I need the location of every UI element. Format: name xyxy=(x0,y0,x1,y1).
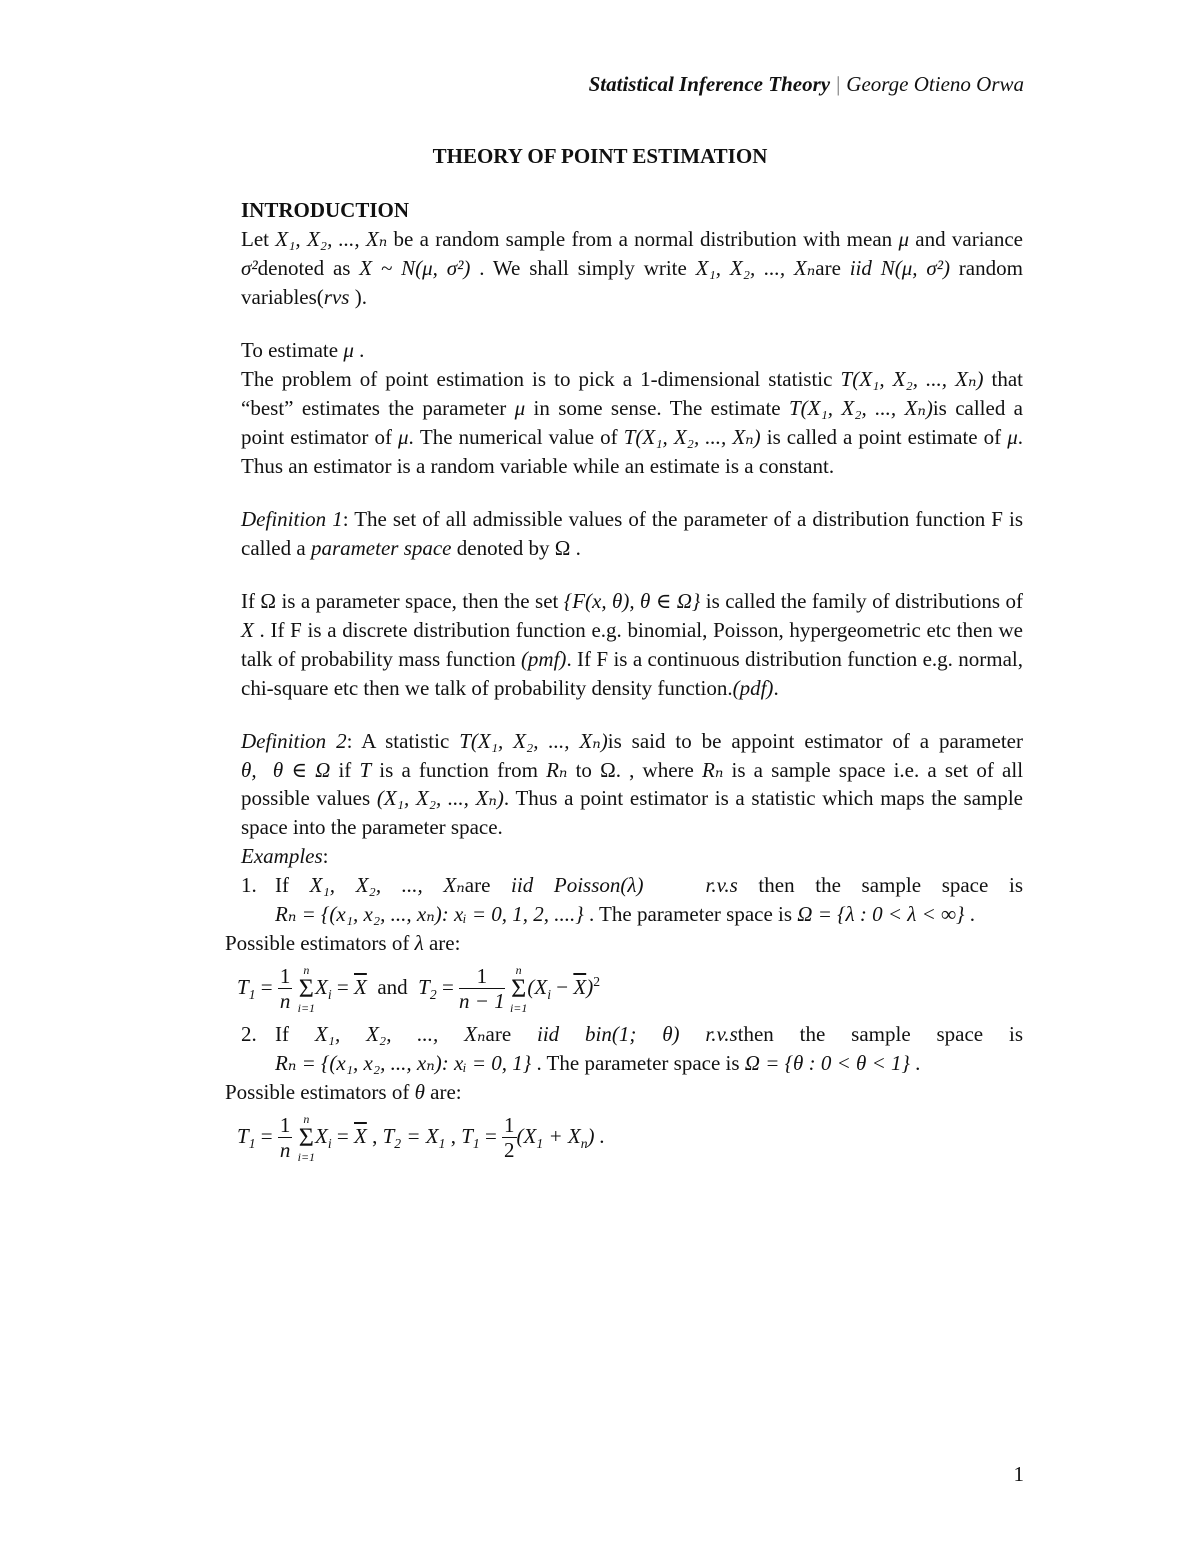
text: in some sense. The estimate xyxy=(525,395,789,420)
text: : The set of all admissible values of the parameter of a distribution function F is called a xyxy=(241,506,1023,560)
fraction-denominator: n xyxy=(279,988,291,1013)
text: If xyxy=(275,1022,315,1047)
math: T(X₁, X₂, ..., Xₙ) xyxy=(788,395,933,420)
summation-sign: n Σ i=1 xyxy=(297,963,316,1016)
formula-subscript: 2 xyxy=(394,1136,402,1152)
page-number: 1 xyxy=(1013,1462,1024,1486)
formula-subscript: i xyxy=(327,987,332,1003)
math: T(X₁, X₂, ..., Xₙ) xyxy=(623,424,761,449)
possible-estimators-2 xyxy=(225,1078,1023,1107)
math: X xyxy=(241,617,254,642)
formula-symbol: (X xyxy=(516,1124,537,1148)
example-1-text xyxy=(275,871,1023,929)
fraction-numerator: 1 xyxy=(504,1112,515,1137)
math: (X₁, X₂, ..., Xₙ) xyxy=(376,786,504,811)
formula-subscript: i xyxy=(327,1136,332,1152)
math: μ xyxy=(1007,424,1018,449)
formula-subscript: 1 xyxy=(248,987,256,1003)
fraction xyxy=(502,1114,517,1163)
text: If xyxy=(241,588,261,613)
fraction-numerator: 1 xyxy=(279,1112,291,1137)
summation-sign: n Σ i=1 xyxy=(509,963,528,1016)
text: . We shall simply write xyxy=(470,255,696,280)
sum-upper-limit: n xyxy=(303,1112,310,1127)
sum-upper-limit: n xyxy=(515,963,522,978)
text: are xyxy=(485,1022,537,1047)
text: are xyxy=(815,255,850,280)
fraction-numerator: 1 xyxy=(279,963,291,988)
formula-subscript: 1 xyxy=(472,1136,480,1152)
math: θ, xyxy=(241,757,257,782)
text: . xyxy=(570,535,581,560)
math: iid bin(1; θ) r.v.s xyxy=(537,1022,738,1047)
math: iid Poisson(λ) xyxy=(511,873,644,898)
text: The problem of point estimation is to pick a 1-dimensional statistic xyxy=(241,366,841,391)
formula-symbol: X xyxy=(315,975,328,1000)
math: Ω = {λ : 0 < λ < ∞} xyxy=(797,902,965,927)
formula-superscript: 2 xyxy=(593,974,601,990)
math: X₁, X₂, ..., Xₙ xyxy=(695,255,816,280)
spacer xyxy=(241,563,1023,587)
math: X₁, X₂, ..., Xₙ xyxy=(309,873,465,898)
example-2 xyxy=(241,1020,1023,1078)
definition-label: Definition 1 xyxy=(241,506,343,531)
page-header xyxy=(589,70,1024,99)
example-2-text xyxy=(275,1020,1023,1078)
fraction-numerator: 1 xyxy=(459,965,505,989)
sample-mean-symbol: $\overline{X}$ xyxy=(573,975,587,1000)
text: is called a point estimator of xyxy=(241,395,1024,449)
intro-paragraph-1 xyxy=(241,225,1023,312)
text: is said to be appoint estimator of a parameter xyxy=(607,728,1023,753)
text: : A statistic xyxy=(346,728,460,753)
text: . , where xyxy=(615,757,702,782)
text: . xyxy=(964,902,975,927)
formula-operator: = xyxy=(336,1124,349,1148)
formula-symbol: ) xyxy=(586,975,594,1000)
text: and variance xyxy=(909,226,1024,251)
text: If xyxy=(275,873,310,898)
text: To estimate xyxy=(241,337,344,362)
text: Possible estimators of xyxy=(225,931,415,956)
formula-symbol: T xyxy=(237,975,249,1000)
intro-paragraph-2 xyxy=(241,336,1023,365)
math: X₁, X₂, ..., Xₙ xyxy=(314,1022,486,1047)
text: then the sample space is xyxy=(737,873,1023,898)
sample-mean-symbol: $\overline{X}$ xyxy=(354,1124,367,1148)
text: is a parameter space, then the set xyxy=(276,588,564,613)
math: μ xyxy=(398,424,409,449)
formula-symbol: T xyxy=(461,1124,473,1148)
formula-subscript: 2 xyxy=(429,987,437,1003)
text: if xyxy=(330,757,360,782)
formula-symbol: ) . xyxy=(587,1124,606,1148)
math: θ xyxy=(414,1080,425,1105)
text: . The parameter space is xyxy=(531,1051,745,1076)
text: : xyxy=(322,844,329,869)
math: Rₙ xyxy=(546,757,568,782)
text: and xyxy=(377,975,408,1000)
math: μ xyxy=(514,395,526,420)
example-number: 2. xyxy=(241,1022,257,1047)
math: r.v.s xyxy=(705,873,738,898)
formula-symbol: + X xyxy=(543,1124,581,1148)
math: X₁, X₂, ..., Xₙ xyxy=(275,226,388,251)
formula-symbol: = X xyxy=(401,1124,439,1148)
math: Ω xyxy=(554,535,571,560)
definition-2 xyxy=(241,727,1023,843)
formula-symbol: T xyxy=(418,975,430,1000)
math: X ~ N(μ, σ²) xyxy=(359,255,471,280)
math: θ ∈ Ω xyxy=(272,757,331,782)
example-1 xyxy=(241,871,1023,929)
family-paragraph xyxy=(241,587,1023,703)
text: to xyxy=(567,757,601,782)
text: is called a point estimate of xyxy=(760,424,1008,449)
math: σ² xyxy=(241,255,258,280)
text: that “best” estimates the parameter xyxy=(241,366,1023,420)
formula-symbol: (X xyxy=(527,975,548,1000)
math: rvs xyxy=(323,284,350,309)
examples-label xyxy=(241,842,1023,871)
math: Ω xyxy=(600,757,616,782)
summation-sign: n Σ i=1 xyxy=(297,1112,316,1165)
formula-subscript: n xyxy=(580,1136,588,1152)
formula-symbol: X xyxy=(315,1124,328,1148)
formula-estimators-1 xyxy=(237,964,1023,1014)
text: , xyxy=(366,1124,383,1148)
math: Ω = {θ : 0 < θ < 1} xyxy=(744,1051,910,1076)
text: , xyxy=(445,1124,462,1148)
formula-symbol: T xyxy=(237,1124,249,1148)
text: denoted as xyxy=(257,255,360,280)
formula-operator: = xyxy=(441,975,454,1000)
text: then the sample space is xyxy=(737,1022,1023,1047)
sum-upper-limit: n xyxy=(303,963,310,978)
math: (pmf) xyxy=(520,646,567,671)
emphasis: parameter space xyxy=(310,535,452,560)
text: are: xyxy=(423,931,461,956)
math: T(X₁, X₂, ..., Xₙ) xyxy=(459,728,608,753)
text: . If F is a discrete distribution function e.g. binomial, Poisson, hypergeometric etc then we talk of probability mass function xyxy=(241,617,1023,671)
definition-label: Definition 2 xyxy=(241,728,347,753)
math: μ xyxy=(898,226,909,251)
math: (pdf) xyxy=(732,675,774,700)
formula-subscript: 1 xyxy=(248,1136,256,1152)
sum-lower-limit: i=1 xyxy=(297,1001,316,1016)
text: is called the family of distributions of xyxy=(700,588,1023,613)
text: . If F is a continuous distribution function e.g. normal, chi-square etc then we talk of probability density function. xyxy=(241,646,1023,700)
fraction xyxy=(278,965,293,1014)
text: Let xyxy=(241,226,276,251)
text: . Thus a point estimator is a statistic which maps the sample space into the parameter space. xyxy=(241,786,1023,840)
math: λ xyxy=(414,931,424,956)
header-separator: | xyxy=(836,72,841,96)
text: ). xyxy=(349,284,367,309)
formula-subscript: i xyxy=(547,987,552,1003)
intro-paragraph-3 xyxy=(241,365,1023,481)
formula-operator: = xyxy=(336,975,349,1000)
text: . xyxy=(773,675,779,700)
math: Ω xyxy=(260,588,277,613)
math: μ xyxy=(343,337,354,362)
sample-mean-symbol: $\overline{X}$ xyxy=(354,975,367,1000)
definition-1 xyxy=(241,505,1023,563)
example-body xyxy=(275,871,1023,929)
header-author: George Otieno Orwa xyxy=(846,72,1024,96)
example-body xyxy=(275,1020,1023,1078)
math: T xyxy=(359,757,372,782)
section-heading-introduction: INTRODUCTION xyxy=(241,198,410,222)
text: . xyxy=(909,1051,921,1076)
text: are: xyxy=(424,1080,462,1105)
document-body xyxy=(225,196,1024,1169)
fraction-denominator: n − 1 xyxy=(459,988,505,1013)
math: Rₙ xyxy=(702,757,724,782)
fraction xyxy=(278,1114,293,1163)
header-course: Statistical Inference Theory xyxy=(588,72,831,96)
text: . The parameter space is xyxy=(583,902,798,927)
example-number: 1. xyxy=(241,873,257,898)
fraction-denominator: n xyxy=(279,1137,291,1162)
text: be a random sample from a normal distribution with mean xyxy=(387,226,899,251)
text: Possible estimators of xyxy=(225,1080,415,1105)
page-title: THEORY OF POINT ESTIMATION xyxy=(432,144,768,168)
math: {F(x, θ), θ ∈ Ω} xyxy=(563,588,701,613)
formula-symbol: T xyxy=(382,1124,395,1148)
fraction-denominator: 2 xyxy=(504,1137,515,1162)
sum-lower-limit: i=1 xyxy=(509,1001,528,1016)
formula-estimators-2 xyxy=(237,1113,1023,1163)
text: . xyxy=(353,337,365,362)
text: . The numerical value of xyxy=(408,424,624,449)
text: denoted by xyxy=(451,535,555,560)
sum-lower-limit: i=1 xyxy=(297,1150,316,1165)
formula-subscript: 1 xyxy=(536,1136,544,1152)
fraction xyxy=(459,965,505,1014)
formula-operator: = xyxy=(260,1124,273,1148)
possible-estimators-1 xyxy=(225,929,1023,958)
math: iid N(μ, σ²) xyxy=(849,255,950,280)
formula-operator: = xyxy=(260,975,273,1000)
text: is a function from xyxy=(371,757,547,782)
math: Rₙ = {(x₁, x₂, ..., xₙ): xᵢ = 0, 1, 2, ....} xyxy=(275,902,584,927)
text: . Thus an estimator is a random variable while an estimate is a constant. xyxy=(241,424,1024,478)
math: Rₙ = {(x₁, x₂, ..., xₙ): xᵢ = 0, 1} xyxy=(275,1051,532,1076)
math: T(X₁, X₂, ..., Xₙ) xyxy=(840,366,984,391)
spacer xyxy=(241,481,1023,505)
text: is a sample space i.e. a set of all possible values xyxy=(241,757,1024,811)
formula-operator: = xyxy=(484,1124,497,1148)
spacer xyxy=(241,703,1023,727)
text: are xyxy=(464,873,512,898)
examples-heading: Examples xyxy=(241,844,323,869)
formula-operator: − xyxy=(551,975,574,1000)
spacer xyxy=(241,312,1023,336)
text: random variables( xyxy=(241,255,1023,309)
formula-subscript: 1 xyxy=(438,1136,446,1152)
